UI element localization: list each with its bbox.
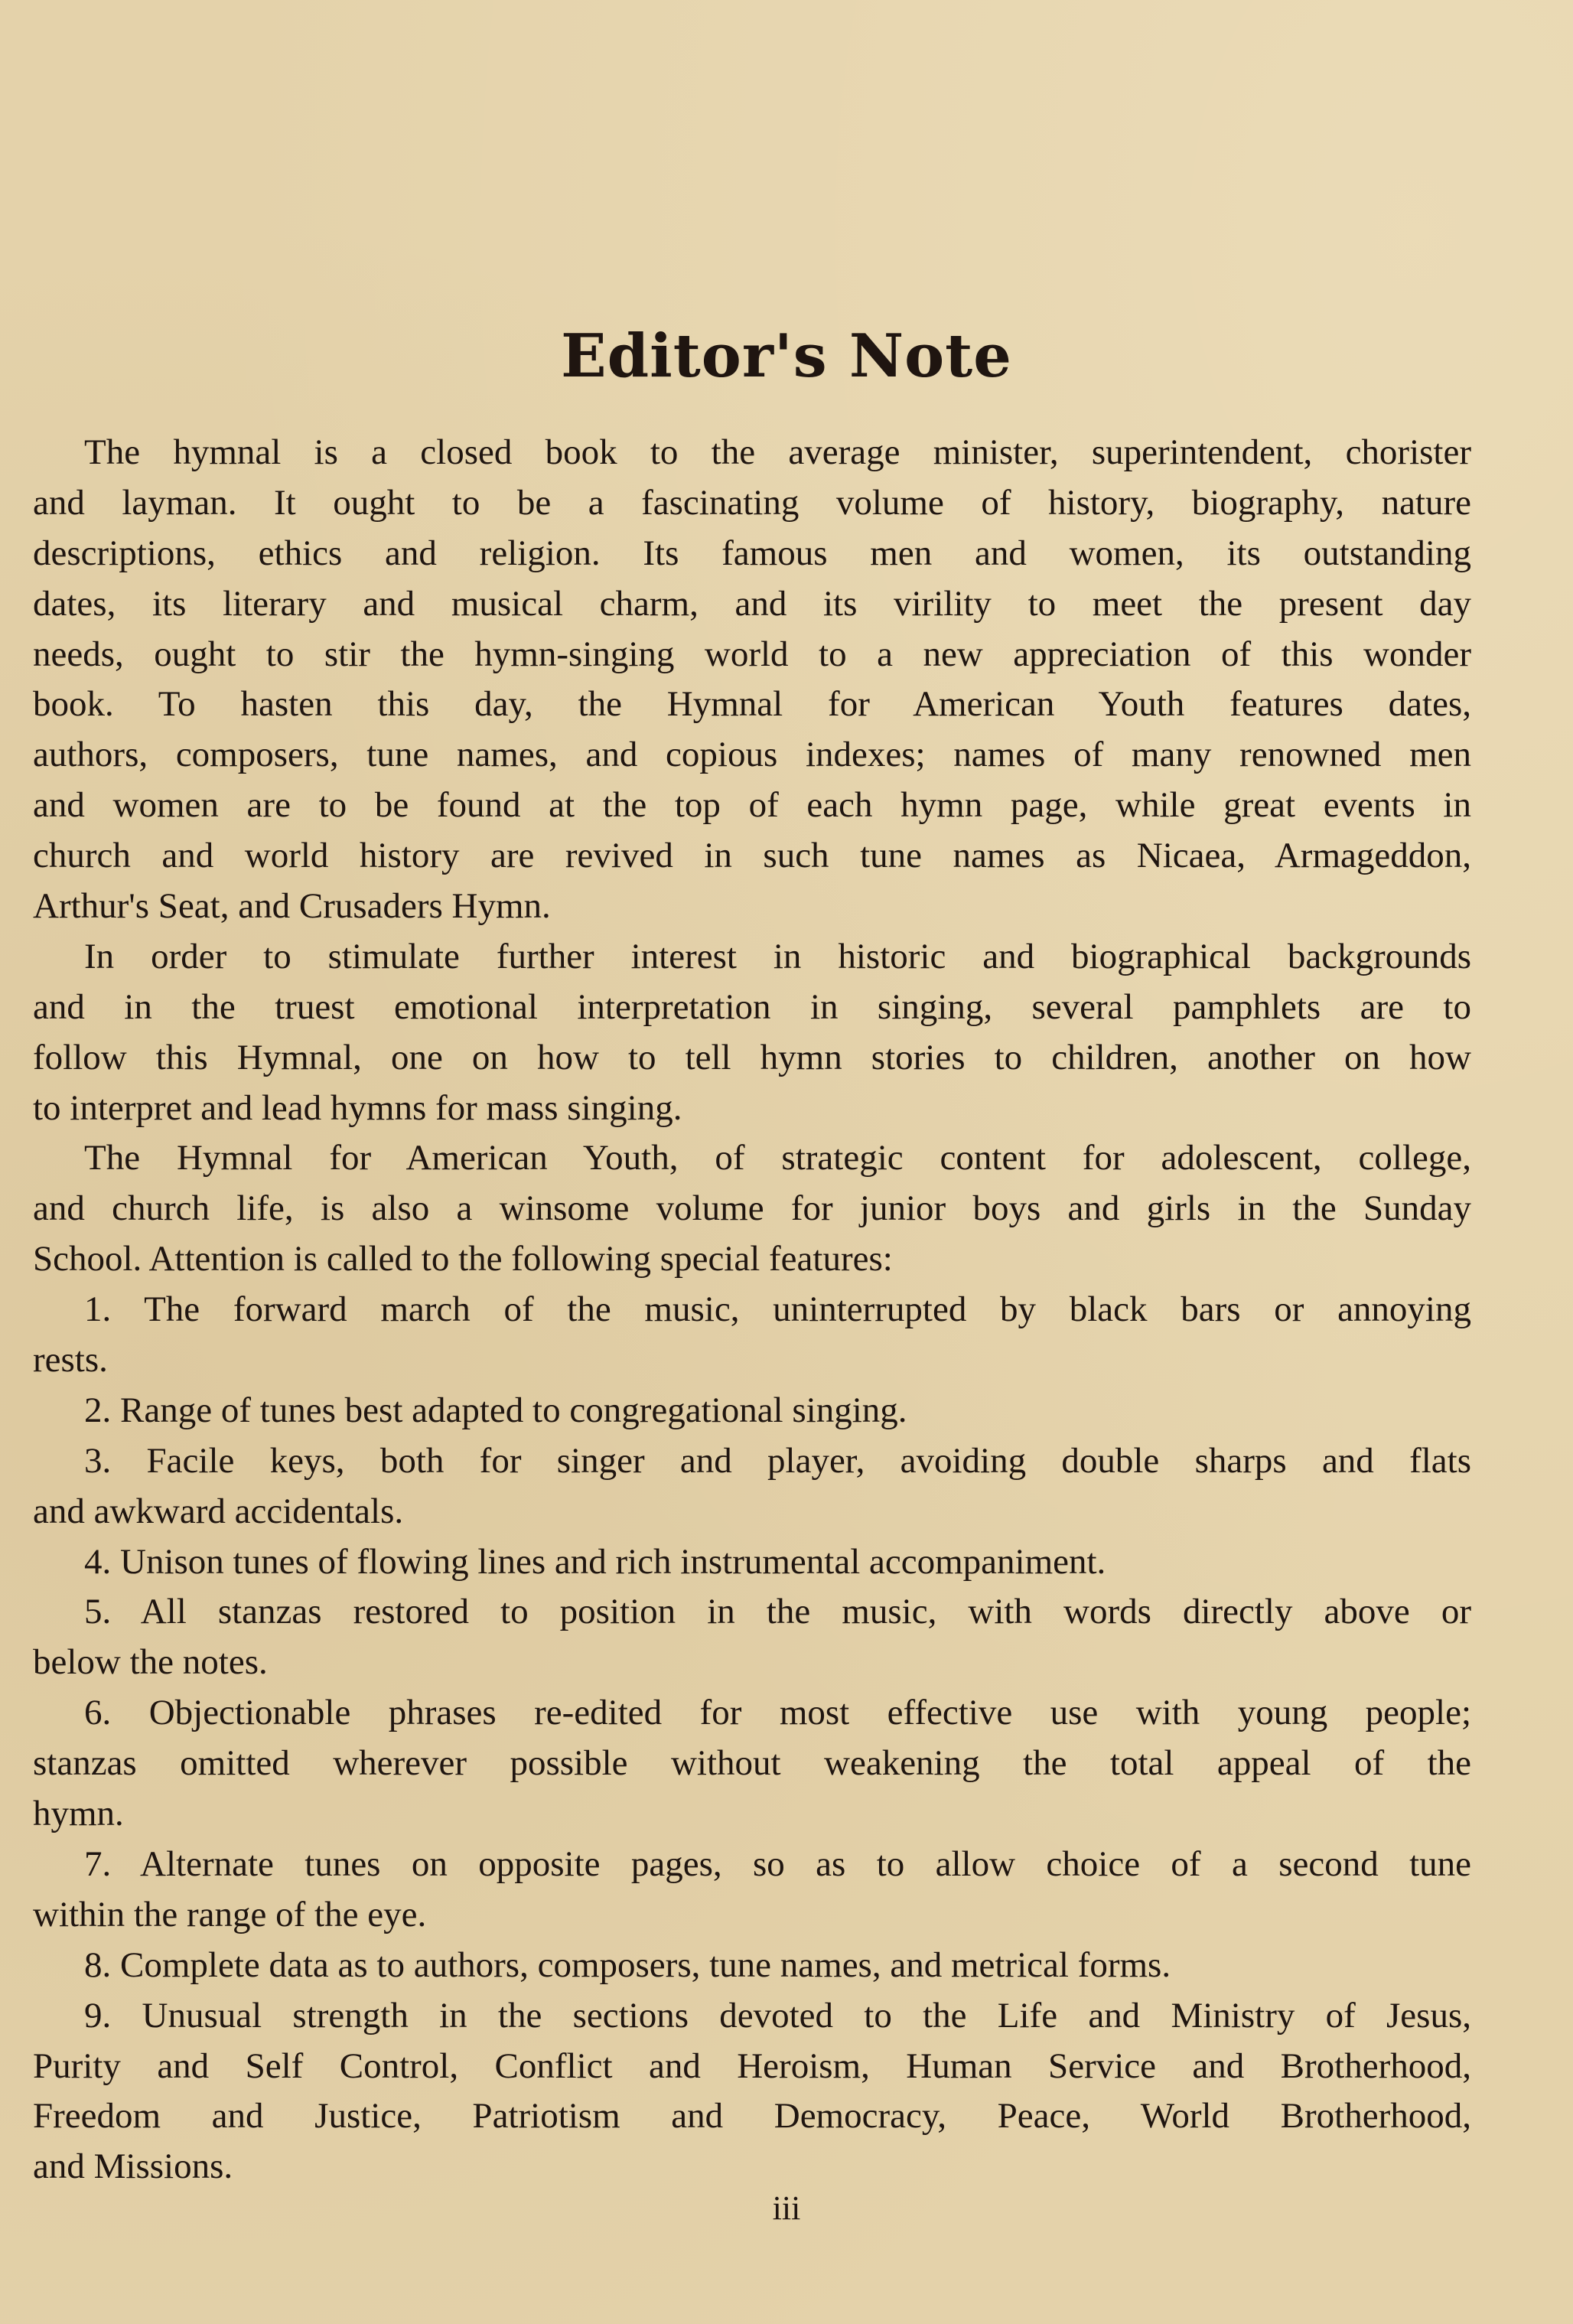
- text-line: 7. Alternate tunes on opposite pages, so as to allow choice of a second tune: [84, 1843, 1471, 1884]
- paragraph: [33, 1587, 1471, 1688]
- paragraph: [33, 1991, 1471, 2193]
- paragraph: [33, 1133, 1471, 1285]
- text-line: within the range of the eye.: [33, 1894, 427, 1934]
- document-body: [33, 428, 1471, 2192]
- text-line: and women are to be found at the top of each hymn page, while great events in: [33, 785, 1471, 826]
- text-line: stanzas omitted wherever possible without weakening the total appeal of the: [33, 1743, 1471, 1784]
- text-line: 8. Complete data as to authors, composers, tune names, and metrical forms.: [84, 1944, 1171, 1985]
- text-line: The Hymnal for American Youth, of strategic content for adolescent, college,: [84, 1138, 1471, 1178]
- paragraph: [33, 1941, 1471, 1991]
- text-line: hymn.: [33, 1794, 124, 1834]
- text-line: School. Attention is called to the following special features:: [33, 1239, 893, 1279]
- text-line: needs, ought to stir the hymn-singing world to a new appreciation of this wonder: [33, 634, 1471, 674]
- text-line: Arthur's Seat, and Crusaders Hymn.: [33, 886, 551, 927]
- text-line: book. To hasten this day, the Hymnal for American Youth features dates,: [33, 684, 1471, 725]
- text-line: 2. Range of tunes best adapted to congregational singing.: [84, 1390, 907, 1430]
- page-number: iii: [772, 2189, 801, 2227]
- paragraph: [33, 1436, 1471, 1537]
- text-line: 9. Unusual strength in the sections devoted to the Life and Ministry of Jesus,: [84, 1995, 1471, 2036]
- text-line: church and world history are revived in such tune names as Nicaea, Armageddon,: [33, 836, 1471, 876]
- text-line: to interpret and lead hymns for mass singing.: [33, 1087, 682, 1128]
- paragraph: [33, 1840, 1471, 1941]
- text-line: 6. Objectionable phrases re-edited for most effective use with young people;: [84, 1693, 1471, 1733]
- text-line: and awkward accidentals.: [33, 1491, 404, 1531]
- paragraph: [33, 1285, 1471, 1386]
- paragraph: [33, 1537, 1471, 1588]
- text-line: Freedom and Justice, Patriotism and Democracy, Peace, World Brotherhood,: [33, 2096, 1471, 2137]
- text-line: rests.: [33, 1340, 108, 1380]
- text-line: 5. All stanzas restored to position in the music, with words directly above or: [84, 1592, 1471, 1632]
- paragraph: [33, 1688, 1471, 1840]
- text-line: authors, composers, tune names, and copious indexes; names of many renowned men: [33, 735, 1471, 775]
- text-line: and layman. It ought to be a fascinating volume of history, biography, nature: [33, 482, 1471, 523]
- paragraph: [33, 428, 1471, 932]
- text-line: 3. Facile keys, both for singer and player, avoiding double sharps and flats: [84, 1440, 1471, 1481]
- paragraph: [33, 932, 1471, 1134]
- text-line: 4. Unison tunes of flowing lines and rich instrumental accompaniment.: [84, 1541, 1106, 1582]
- text-line: follow this Hymnal, one on how to tell hymn stories to children, another on how: [33, 1037, 1471, 1077]
- text-line: In order to stimulate further interest in historic and biographical backgrounds: [84, 936, 1471, 976]
- page-title: Editor's Note: [561, 321, 1012, 391]
- text-line: Purity and Self Control, Conflict and Heroism, Human Service and Brotherhood,: [33, 2045, 1471, 2086]
- text-line: The hymnal is a closed book to the average minister, superintendent, chorister: [84, 432, 1471, 472]
- text-line: descriptions, ethics and religion. Its famous men and women, its outstanding: [33, 533, 1471, 573]
- text-line: below the notes.: [33, 1642, 268, 1683]
- paragraph: [33, 1386, 1471, 1436]
- text-line: 1. The forward march of the music, uninterrupted by black bars or annoying: [84, 1289, 1471, 1330]
- text-line: and church life, is also a winsome volume for junior boys and girls in the Sunday: [33, 1188, 1471, 1229]
- text-line: and Missions.: [33, 2146, 233, 2187]
- text-line: dates, its literary and musical charm, and its virility to meet the present day: [33, 583, 1471, 624]
- text-line: and in the truest emotional interpretation in singing, several pamphlets are to: [33, 986, 1471, 1027]
